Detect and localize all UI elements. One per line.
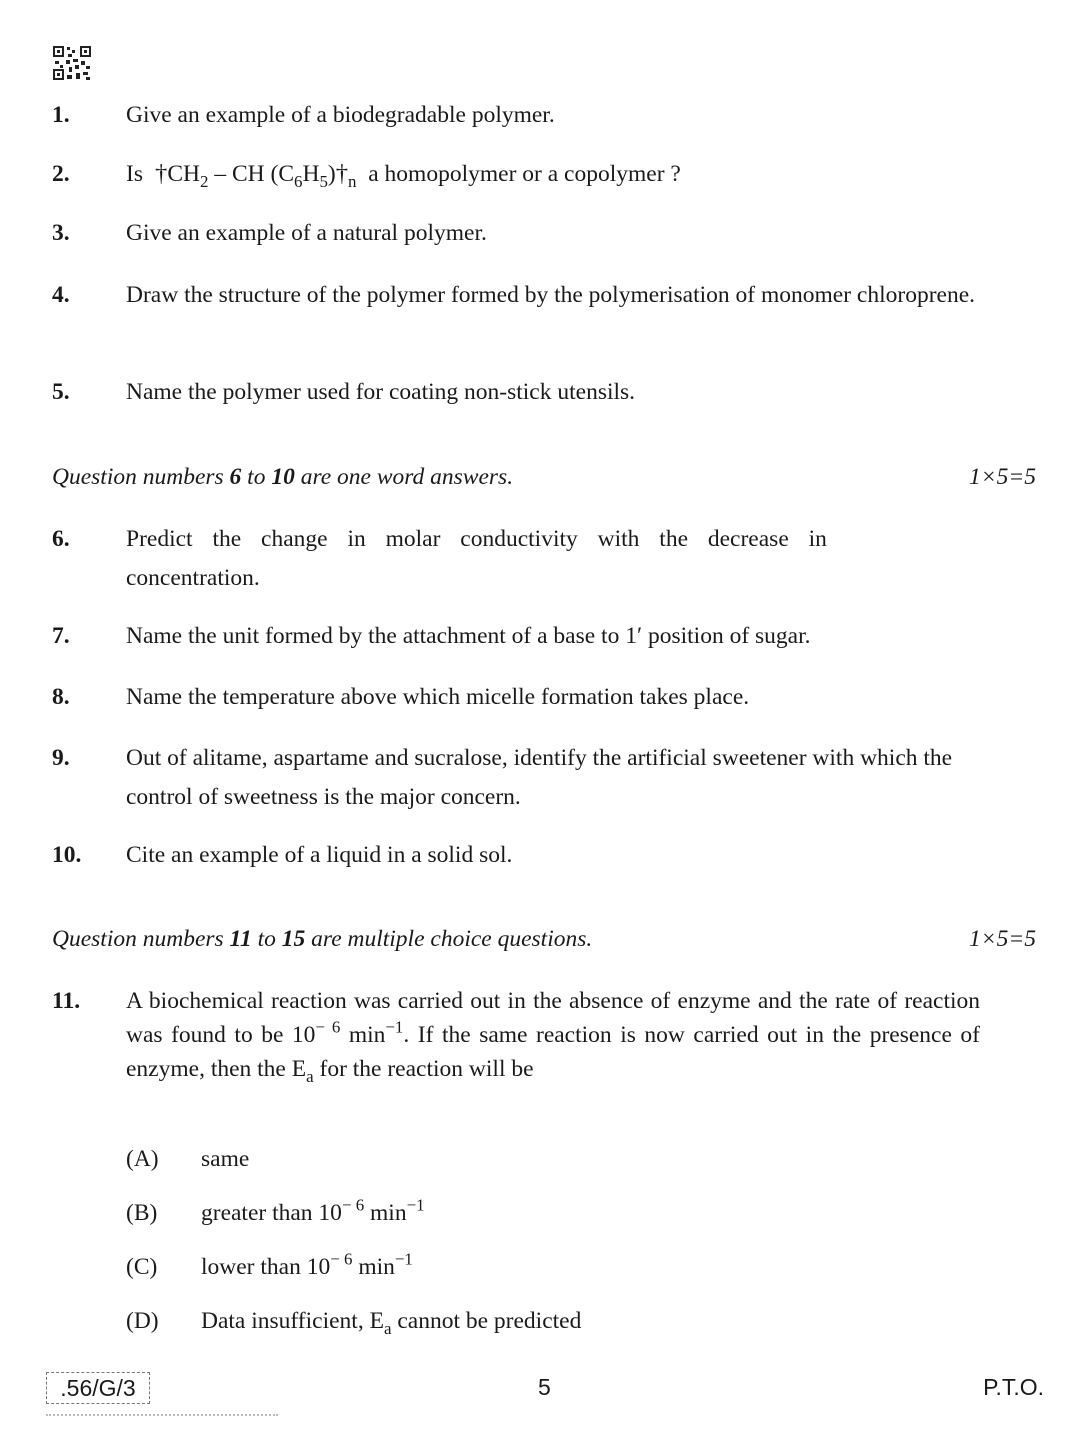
option-label: (B) [126, 1200, 158, 1226]
question-text: Cite an example of a liquid in a solid sol. [126, 842, 513, 868]
question-number: 3. [52, 220, 70, 246]
question-number: 4. [52, 282, 70, 308]
question-text: Name the polymer used for coating non-stick utensils. [126, 379, 636, 405]
question-text [126, 156, 992, 192]
question-5 [52, 374, 992, 410]
question-3 [52, 215, 992, 251]
footer-divider [46, 1414, 278, 1419]
page-number: 5 [538, 1374, 551, 1400]
option-text: greater than $10^{- 6}$ $\min^{-1}$ [201, 1195, 425, 1226]
question-suffix: a homopolymer or a copolymer ? [368, 161, 681, 187]
option-d [126, 1304, 581, 1338]
question-number: 9. [52, 745, 70, 771]
question-2 [52, 156, 992, 192]
question-text: Name the temperature above which micelle formation takes place. [126, 684, 750, 710]
paper-code: .56/G/3 [46, 1372, 150, 1404]
question-9 [52, 739, 992, 817]
marks-allocation: 1×5=5 [969, 926, 1036, 952]
section-instruction: Question numbers 6 to 10 are one word answers. 1×5=5 [52, 461, 1036, 493]
option-b [126, 1196, 425, 1230]
option-label: (D) [126, 1308, 159, 1334]
question-text: Give an example of a biodegradable polymer. [126, 102, 555, 128]
question-number: 11. [52, 988, 81, 1014]
option-text: lower than $10^{- 6}$ $\min^{-1}$ [201, 1249, 413, 1280]
question-number: 6. [52, 526, 70, 552]
marks-allocation: 1×5=5 [969, 464, 1036, 490]
question-number: 2. [52, 161, 70, 187]
question-text: Out of alitame, aspartame and sucralose, identify the artificial sweetener with which the control of sweetness is the major concern. [126, 745, 953, 810]
question-number: 10. [52, 842, 82, 868]
question-10 [52, 837, 992, 873]
option-c [126, 1250, 413, 1284]
option-label: (A) [126, 1146, 159, 1172]
question-text: Name the unit formed by the attachment of a base to 1′ position of sugar. [126, 623, 811, 649]
question-text: Give an example of a natural polymer. [126, 220, 487, 246]
question-number: 8. [52, 684, 70, 710]
polystyrene-formula: $\dagger CH_2$ – CH $(C_6H_5)\dagger_n$ [148, 160, 357, 191]
question-text: A biochemical reaction was carried out in the absence of enzyme and the rate of reaction was found to be $10^{- 6}$ $\min^{-1}$. If the same reaction is now carried out in the presence of enzyme, then the $E_a$ for the reaction will be [126, 988, 980, 1086]
section-instruction: Question numbers 11 to 15 are multiple choice questions. 1×5=5 [52, 923, 1036, 955]
question-number: 5. [52, 379, 70, 405]
question-6 [52, 520, 992, 598]
option-text: same [201, 1146, 250, 1172]
pto-label: P.T.O. [983, 1374, 1044, 1400]
question-text: Predict the change in molar conductivity with the decrease in concentration. [126, 526, 827, 591]
question-number: 1. [52, 102, 70, 128]
option-a [126, 1142, 249, 1176]
question-text: Draw the structure of the polymer formed by the polymerisation of monomer chloroprene. [126, 282, 976, 308]
question-8 [52, 679, 992, 715]
question-number: 7. [52, 623, 70, 649]
question-prefix: Is [126, 161, 143, 187]
question-1 [52, 97, 992, 133]
option-text: Data insufficient, $E_a$ cannot be predicted [201, 1308, 582, 1338]
question-7 [52, 618, 992, 654]
question-11 [52, 984, 992, 1086]
option-label: (C) [126, 1254, 158, 1280]
question-4 [52, 276, 992, 315]
qr-code-icon [53, 46, 91, 80]
